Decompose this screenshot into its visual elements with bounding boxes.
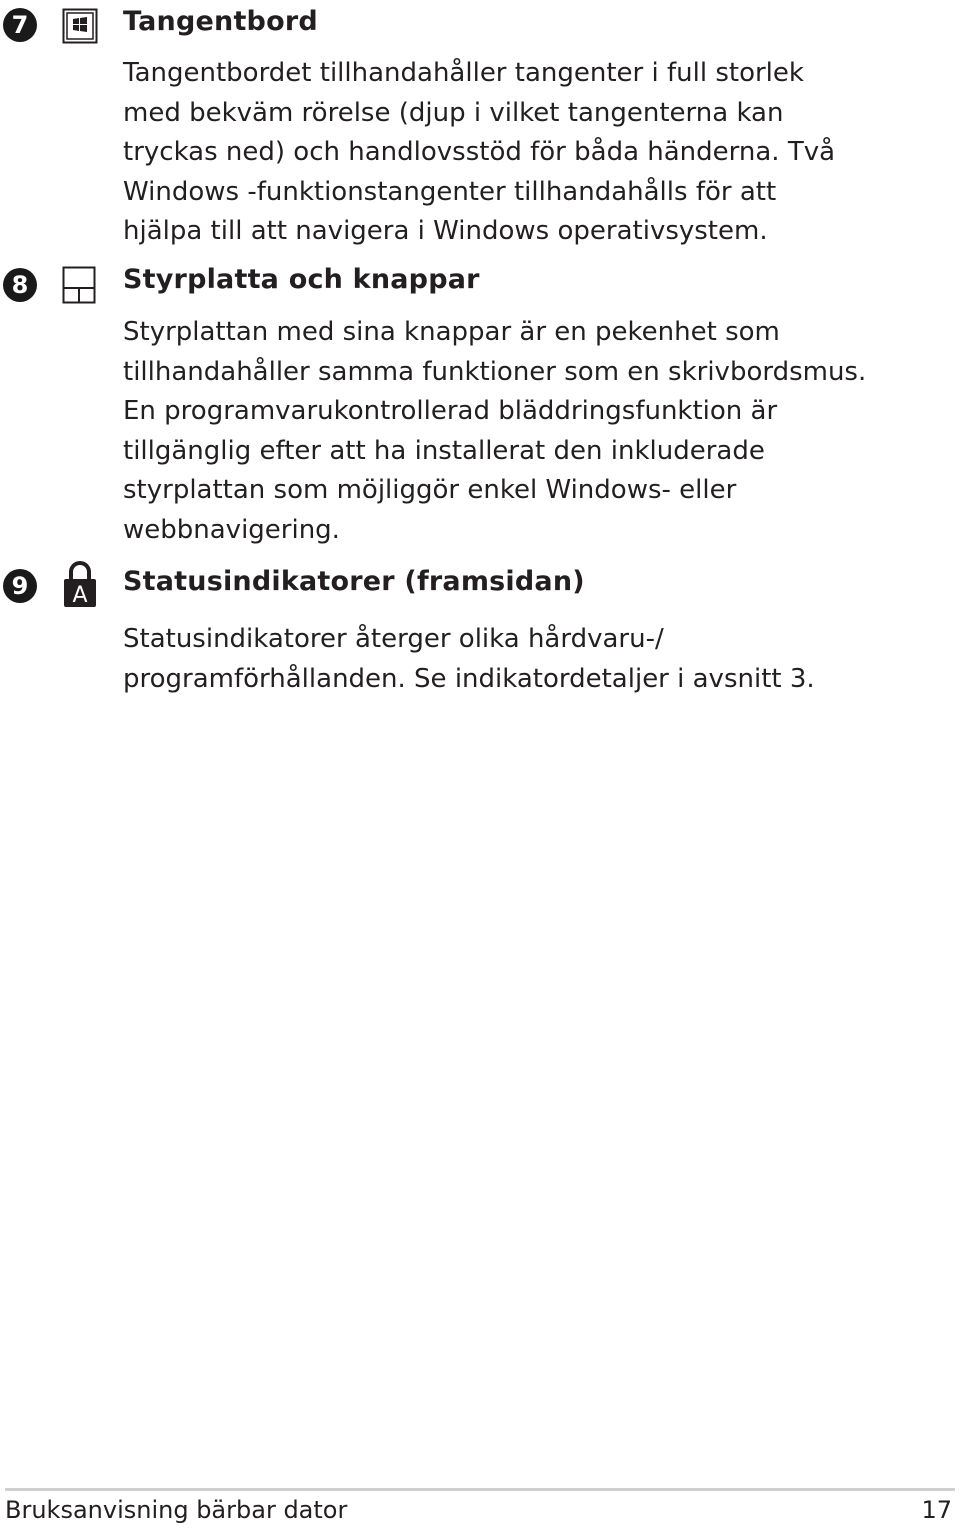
section-heading: Statusindikatorer (framsidan) [123, 566, 585, 597]
touchpad-icon [62, 266, 96, 308]
footer-title: Bruksanvisning bärbar dator [5, 1496, 348, 1524]
section-heading: Tangentbord [123, 6, 318, 37]
text-line: Statusindikatorer återger olika hårdvaru-/ [123, 624, 664, 654]
section-heading: Styrplatta och knappar [123, 264, 480, 295]
caps-lock-letter: A [72, 583, 88, 608]
section-description [123, 620, 815, 699]
section-number-badge: 9 [3, 569, 37, 603]
windows-key-icon [62, 8, 98, 48]
text-line: tillhandahåller samma funktioner som en skrivbordsmus. [123, 356, 867, 387]
section-description [123, 54, 835, 252]
text-line: programförhållanden. Se indikatordetaljer i avsnitt 3. [123, 663, 815, 694]
text-line: tryckas ned) och handlovsstöd för båda händerna. Två [123, 137, 836, 168]
text-line: En programvarukontrollerad bläddringsfunktion är [123, 396, 778, 427]
page-number: 17 [921, 1496, 952, 1524]
text-line: webbnavigering. [123, 514, 340, 545]
section-description [123, 313, 866, 551]
text-line: Windows -funktionstangenter tillhandahålls för att [123, 176, 777, 207]
text-line: Styrplattan med sina knappar är en pekenhet som [123, 317, 780, 347]
text-line: med bekväm rörelse (djup i vilket tangenterna kan [123, 97, 784, 128]
text-line: styrplattan som möjliggör enkel Windows- eller [123, 475, 737, 506]
section-number-badge: 7 [3, 8, 37, 42]
text-line: hjälpa till att navigera i Windows operativsystem. [123, 216, 768, 247]
text-line: tillgänglig efter att ha installerat den inkluderade [123, 435, 765, 466]
text-line: Tangentbordet tillhandahåller tangenter i full storlek [123, 58, 804, 88]
footer-divider [5, 1488, 955, 1491]
section-number-badge: 8 [3, 268, 37, 302]
caps-lock-icon [62, 560, 98, 612]
